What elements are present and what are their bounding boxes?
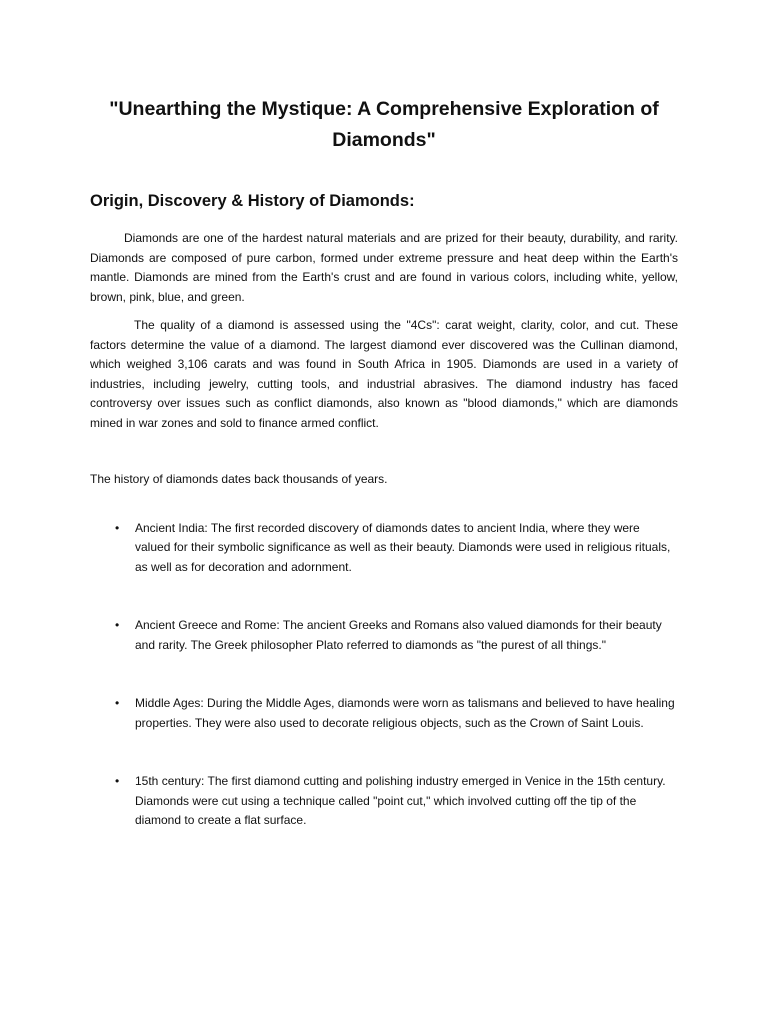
list-item-text: 15th century: The first diamond cutting and polishing industry emerged in Venice in the 15th century. Diamonds were cut using a technique called "point cut," which involved cutting off the tip of the diamond to create a flat surface. bbox=[135, 774, 666, 827]
history-bullet-list bbox=[90, 519, 678, 831]
list-item bbox=[90, 519, 678, 578]
paragraph-diamond-intro: Diamonds are one of the hardest natural materials and are prized for their beauty, durability, and rarity. Diamonds are composed of pure carbon, formed under extreme pressure and heat deep within the Earth's mantle. Diamonds are mined from the Earth's crust and are found in various colors, including white, yellow, brown, pink, blue, and green. bbox=[90, 231, 678, 304]
list-item bbox=[90, 772, 678, 831]
list-item bbox=[90, 694, 678, 733]
section-heading: Origin, Discovery & History of Diamonds: bbox=[90, 192, 415, 210]
paragraph-diamond-quality: The quality of a diamond is assessed using the "4Cs": carat weight, clarity, color, and cut. These factors determine the value of a diamond. The largest diamond ever discovered was the Cullinan diamond, which weighed 3,106 carats and was found in South Africa in 1905. Diamonds are used in a variety of industries, including jewelry, cutting tools, and industrial abrasives. The diamond industry has faced controversy over issues such as conflict diamonds, also known as "blood diamonds," which are diamonds mined in war zones and sold to finance armed conflict. bbox=[90, 318, 678, 430]
bullet-icon: • bbox=[115, 618, 120, 632]
bullet-icon: • bbox=[115, 774, 120, 788]
list-item-text: Middle Ages: During the Middle Ages, diamonds were worn as talismans and believed to have healing properties. They were also used to decorate religious objects, such as the Crown of Saint Louis. bbox=[135, 696, 675, 730]
list-item-text: Ancient Greece and Rome: The ancient Greeks and Romans also valued diamonds for their beauty and rarity. The Greek philosopher Plato referred to diamonds as "the purest of all things." bbox=[135, 618, 662, 652]
list-item-text: Ancient India: The first recorded discovery of diamonds dates to ancient India, where they were valued for their symbolic significance as well as their beauty. Diamonds were used in religious rituals, as well as for decoration and adornment. bbox=[135, 520, 671, 574]
history-intro: The history of diamonds dates back thousands of years. bbox=[90, 472, 388, 486]
list-item bbox=[90, 616, 678, 655]
bullet-icon: • bbox=[115, 696, 120, 710]
document-title: "Unearthing the Mystique: A Comprehensive Exploration of Diamonds" bbox=[109, 98, 659, 151]
bullet-icon: • bbox=[115, 520, 120, 535]
